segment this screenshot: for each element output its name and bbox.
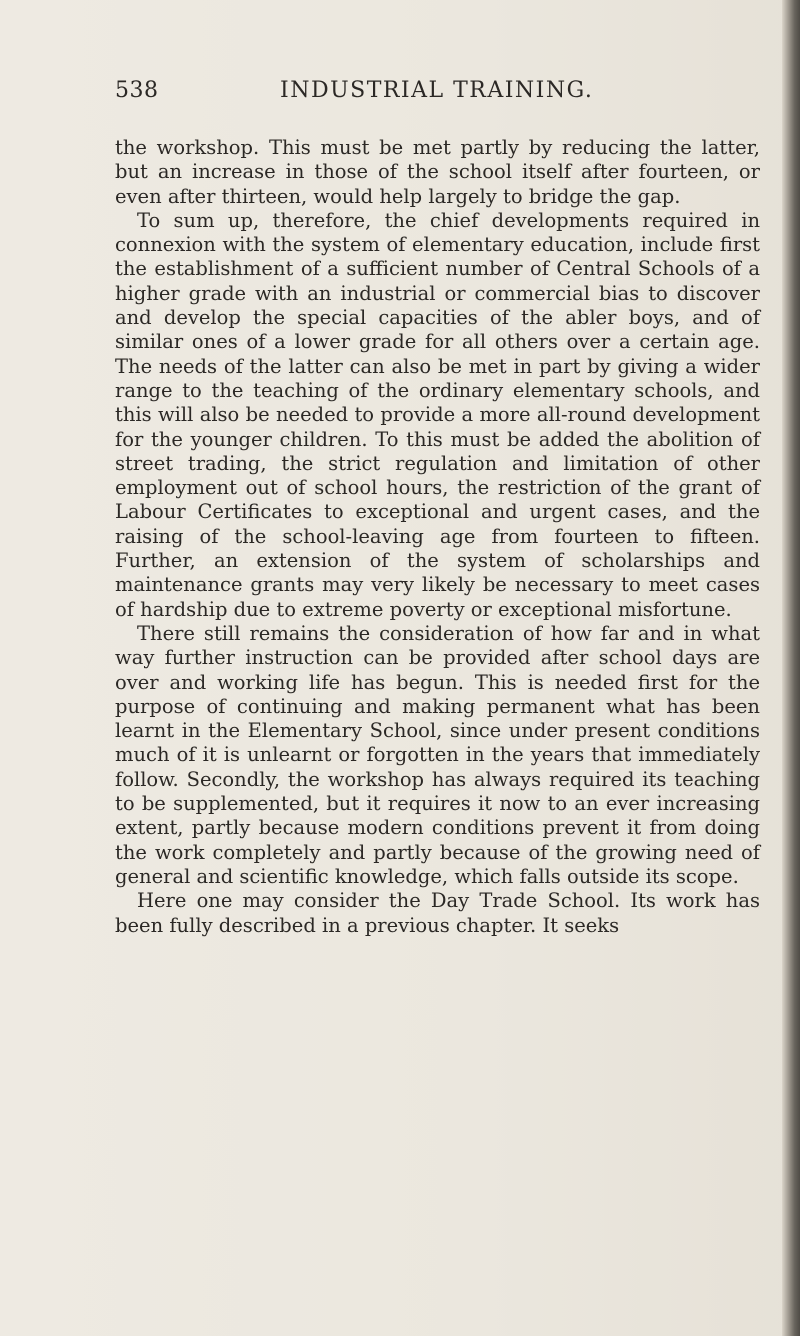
page-header: [115, 78, 655, 108]
paragraph: There still remains the consideration of how far and in what way further instruction can be provided after school days are over and working life has begun. This is needed first for the purpose of continuing and making permanent what has been learnt in the Elementary School, since under present conditions much of it is unlearnt or forgotten in the years that immediately follow. Secondly, the workshop has always required its teaching to be supplemented, but it requires it now to an ever increasing extent, partly because modern conditions prevent it from doing the work completely and partly because of the growing need of general and scientific knowledge, which falls outside its scope.: [115, 621, 760, 888]
body-text: [115, 136, 760, 938]
page-number: 538: [115, 78, 159, 103]
running-title: INDUSTRIAL TRAINING.: [280, 78, 594, 103]
paragraph: the workshop. This must be met partly by reducing the latter, but an increase in those of the school itself after fourteen, or even after thirteen, would help largely to bridge the gap.: [115, 136, 760, 208]
page-edge-shadow: [782, 0, 800, 1336]
paragraph: To sum up, therefore, the chief developments required in connexion with the system of elementary education, include first the establishment of a sufficient number of Central Schools of a higher grade with an industrial or commercial bias to discover and develop the special capacities of the abler boys, and of similar ones of a lower grade for all others over a certain age. The needs of the latter can also be met in part by giving a wider range to the teaching of the ordinary elementary schools, and this will also be needed to provide a more all-round development for the younger children. To this must be added the abolition of street trading, the strict regulation and limitation of other employment out of school hours, the restriction of the grant of Labour Certificates to exceptional and urgent cases, and the raising of the school-leaving age from fourteen to fifteen. Further, an extension of the system of scholarships and maintenance grants may very likely be necessary to meet cases of hardship due to extreme poverty or exceptional misfortune.: [115, 208, 760, 621]
paragraph: Here one may consider the Day Trade School. Its work has been fully described in a previous chapter. It seeks: [115, 889, 760, 937]
